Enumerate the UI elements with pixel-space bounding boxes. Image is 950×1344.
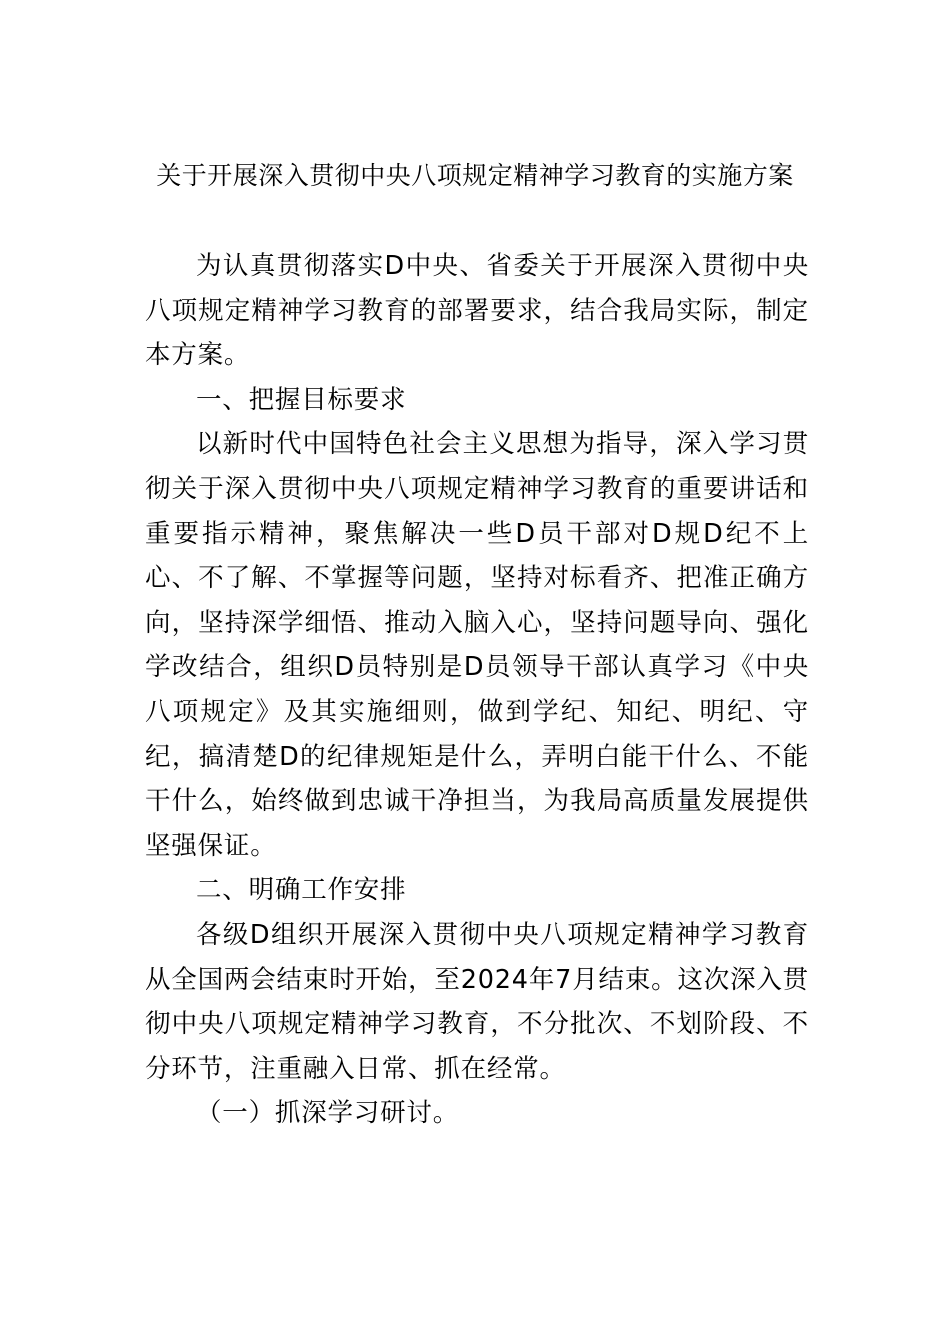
paragraph-section-2: 各级D组织开展深入贯彻中央八项规定精神学习教育从全国两会结束时开始，至2024年7月结束。这次深入贯彻中央八项规定精神学习教育，不分批次、不划阶段、不分环节，注重融入日常、抓在经常。 (145, 919, 809, 1084)
subsection-heading-1: （一）抓深学习研讨。 (196, 1098, 460, 1129)
document-body (145, 244, 809, 1136)
paragraph-section-1: 以新时代中国特色社会主义思想为指导，深入学习贯彻关于深入贯彻中央八项规定精神学习教育的重要讲话和重要指示精神，聚焦解决一些D员干部对D规D纪不上心、不了解、不掌握等问题，坚持对标看齐、把准正确方向，坚持深学细悟、推动入脑入心，坚持问题导向、强化学改结合，组织D员特别是D员领导干部认真学习《中央八项规定》及其实施细则，做到学纪、知纪、明纪、守纪，搞清楚D的纪律规矩是什么，弄明白能干什么、不能干什么，始终做到忠诚干净担当，为我局高质量发展提供坚强保证。 (145, 429, 809, 861)
paragraph-intro: 为认真贯彻落实D中央、省委关于开展深入贯彻中央八项规定精神学习教育的部署要求，结合我局实际，制定本方案。 (145, 251, 809, 371)
section-heading-2: 二、明确工作安排 (196, 875, 407, 906)
document-title: 关于开展深入贯彻中央八项规定精神学习教育的实施方案 (156, 161, 794, 190)
section-heading-1: 一、把握目标要求 (196, 384, 407, 415)
